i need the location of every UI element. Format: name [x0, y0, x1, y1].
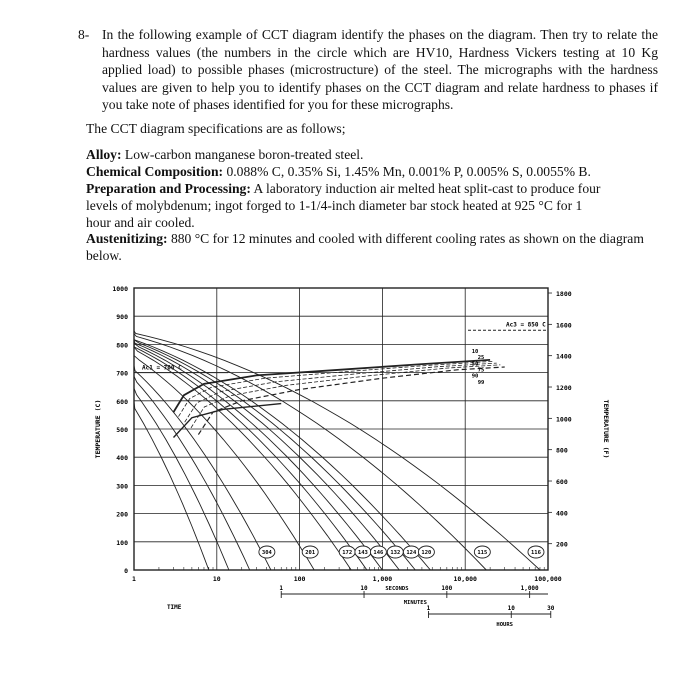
spec-preparation: [86, 181, 606, 231]
y-right-tick-label: 600: [556, 478, 568, 487]
minutes-label: MINUTES: [403, 600, 427, 606]
transformation-percent-label: 90: [471, 373, 479, 380]
y-tick-label: 900: [116, 313, 128, 322]
hardness-value: 201: [305, 550, 316, 557]
ac3-label: Ac3 = 850 C: [506, 321, 546, 329]
y-right-tick-label: 1000: [556, 415, 572, 424]
y-right-tick-label: 1400: [556, 352, 572, 361]
question-block: [78, 26, 658, 114]
y-tick-label: 100: [116, 538, 128, 547]
y-tick-label: 1000: [112, 285, 128, 293]
hardness-value: 132: [390, 550, 401, 557]
transformation-percent-label: 99: [477, 379, 485, 386]
hours-label: HOURS: [496, 622, 513, 628]
hardness-value: 120: [421, 550, 432, 557]
y-axis-label: TEMPERATURE (C): [94, 399, 102, 459]
seconds-label: SECONDS: [385, 586, 409, 592]
composition-label: Chemical Composition:: [86, 164, 224, 179]
preparation-value: A laboratory induction air melted heat split-cast to produce four levels of molybdenum; ingot forged to 1-1/4-inch diameter bar stock heated at 925 °C for 1 hour and air cooled.: [86, 181, 601, 230]
y-tick-label: 700: [116, 369, 128, 378]
y-right-tick-label: 1200: [556, 384, 572, 393]
ac1-label: Ac1 = 700 C: [142, 364, 182, 372]
y-right-tick-label: 1600: [556, 321, 572, 330]
question-number: 8-: [78, 27, 90, 42]
cooling-curve: [134, 322, 271, 570]
x-tick-label: 100,000: [534, 575, 562, 583]
hardness-value: 124: [406, 550, 417, 557]
alloy-value: Low-carbon manganese boron-treated steel.: [121, 147, 364, 162]
x-tick-label: 1: [132, 575, 136, 583]
hardness-value: 146: [373, 550, 384, 557]
cct-figure: [88, 278, 618, 648]
cooling-curve: [134, 322, 209, 570]
transformation-percent-label: 75: [477, 367, 485, 374]
cooling-curve: [134, 322, 415, 570]
y-right-tick-label: 400: [556, 509, 568, 518]
cct-diagram: [88, 278, 618, 643]
spec-intro: The CCT diagram specifications are as follows;: [86, 121, 346, 136]
spec-composition: [86, 164, 646, 181]
time-label: TIME: [166, 604, 182, 611]
austenitizing-value: 880 °C for 12 minutes and cooled with different cooling rates as shown on the diagram below.: [86, 231, 644, 263]
alloy-label: Alloy:: [86, 147, 122, 162]
transformation-percent-label: 25: [477, 355, 485, 362]
y-tick-label: 500: [116, 426, 128, 434]
y-tick-label: 0: [124, 567, 128, 575]
y-right-tick-label: 200: [556, 540, 568, 549]
austenitizing-label: Austenitizing:: [86, 231, 168, 246]
x-tick-label: 100: [293, 575, 306, 583]
x-tick-label: 10: [212, 575, 221, 583]
y-tick-label: 200: [116, 510, 128, 519]
hardness-value: 116: [531, 550, 541, 557]
minutes-tick-label: 10: [360, 585, 368, 592]
y-tick-label: 800: [116, 341, 128, 350]
cooling-curve: [134, 322, 486, 570]
hardness-value: 304: [261, 550, 272, 557]
y-right-tick-label: 800: [556, 446, 568, 455]
composition-value: 0.088% C, 0.35% Si, 1.45% Mn, 0.001% P, 0.005% S, 0.0055% B.: [223, 164, 591, 179]
y-right-tick-label: 1800: [556, 290, 572, 299]
y-right-axis-label: TEMPERATURE (F): [602, 399, 610, 459]
hardness-value: 143: [357, 550, 368, 557]
hours-tick-label: 30: [547, 605, 555, 612]
x-tick-label: 1,000: [372, 575, 393, 583]
hardness-value: 115: [477, 550, 488, 557]
y-tick-label: 400: [116, 454, 128, 463]
transformation-percent-label: 50: [471, 361, 479, 368]
transformation-percent-label: 10: [471, 348, 479, 355]
minutes-tick-label: 1: [279, 585, 284, 592]
spec-austenitizing: [86, 231, 646, 265]
cooling-curve: [134, 322, 399, 570]
hours-tick-label: 10: [507, 605, 515, 612]
y-tick-label: 300: [116, 482, 128, 491]
minutes-tick-label: 1,000: [520, 585, 539, 592]
bainite-start-curve: [174, 404, 282, 438]
y-tick-label: 600: [116, 397, 128, 406]
question-text: In the following example of CCT diagram identify the phases on the diagram. Then try to relate the hardness values (the numbers in the circle which are HV10, Hardness Vickers testing at 10 Kg applied load) to possible phases (microstructure) of the steel. The micrographs with the hardness values are given to help you to identify phases on the CCT diagram and relate hardness to phases if you take note of phases identified for you for these micrographs.: [102, 27, 658, 113]
spec-alloy: [86, 147, 646, 164]
cooling-curve: [134, 322, 351, 570]
hardness-value: 172: [342, 550, 353, 557]
hours-tick-label: 1: [426, 605, 431, 612]
preparation-label: Preparation and Processing:: [86, 181, 251, 196]
x-tick-label: 10,000: [453, 575, 477, 583]
minutes-tick-label: 100: [441, 585, 453, 592]
cooling-curve: [134, 322, 382, 570]
